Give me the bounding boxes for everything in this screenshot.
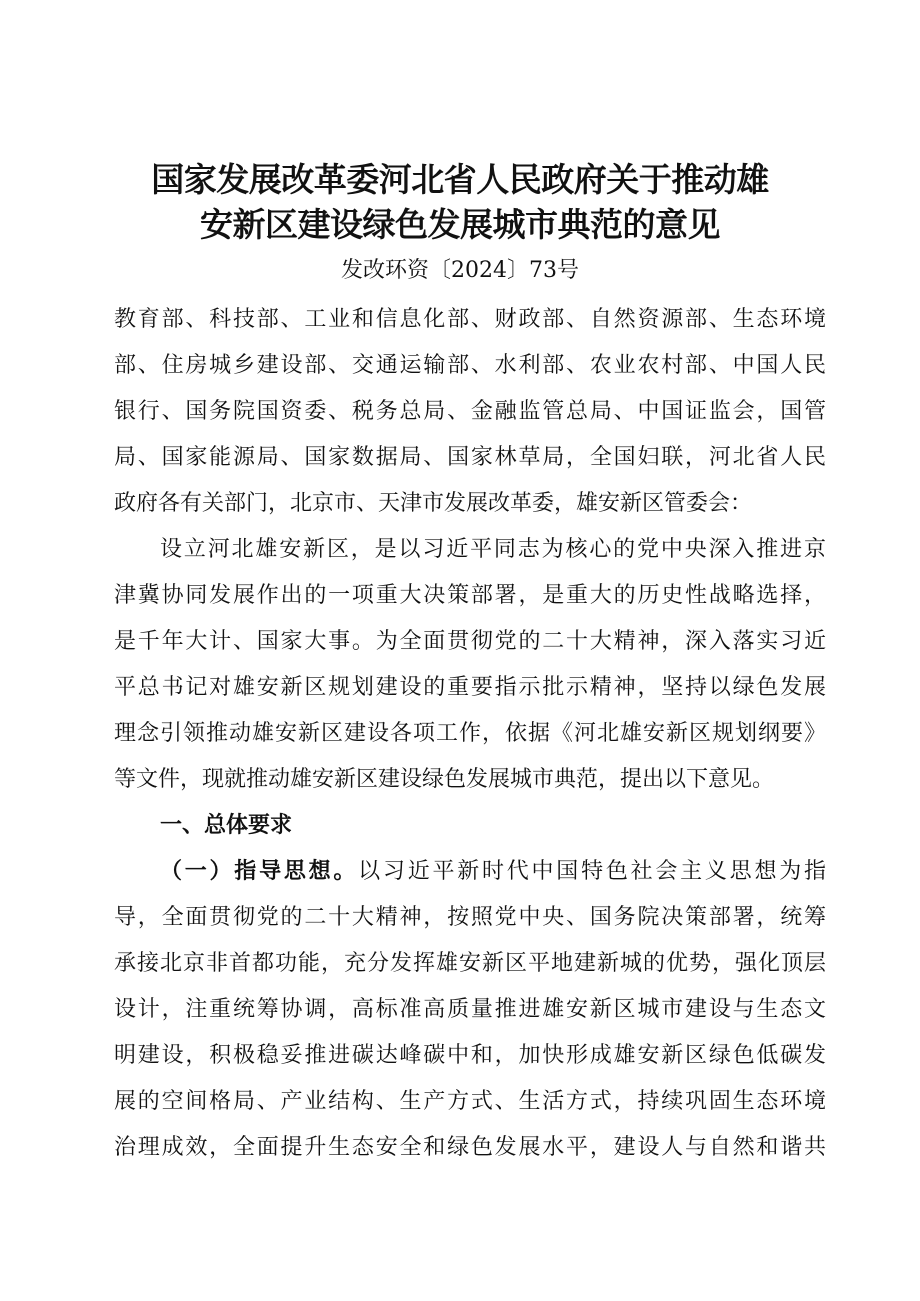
guiding-line: 明建设，积极稳妥推进碳达峰碳中和，加快形成雄安新区绿色低碳发: [114, 1043, 826, 1068]
intro-line: 等文件，现就推动雄安新区建设绿色发展城市典范，提出以下意见。: [114, 767, 775, 792]
addressees-line: 政府各有关部门，北京市、天津市发展改革委，雄安新区管委会：: [114, 491, 753, 516]
intro-line: 津冀协同发展作出的一项重大决策部署，是重大的历史性战略选择，: [114, 583, 826, 608]
addressees-line: 部、住房城乡建设部、交通运输部、水利部、农业农村部、中国人民: [114, 353, 826, 378]
addressees-line: 银行、国务院国资委、税务总局、金融监管总局、中国证监会，国管: [114, 399, 826, 424]
addressees-line: 局、国家能源局、国家数据局、国家林草局，全国妇联，河北省人民: [114, 445, 826, 470]
intro-line: 平总书记对雄安新区规划建设的重要指示批示精神，坚持以绿色发展: [114, 675, 826, 700]
document-number: 发改环资〔2024〕73号: [341, 258, 579, 283]
guiding-line: 展的空间格局、产业结构、生产方式、生活方式，持续巩固生态环境: [114, 1089, 826, 1114]
intro-line: 是千年大计、国家大事。为全面贯彻党的二十大精神，深入落实习近: [114, 629, 826, 654]
guiding-line: 导，全面贯彻党的二十大精神，按照党中央、国务院决策部署，统筹: [114, 905, 826, 930]
document-title-line-2: 安新区建设绿色发展城市典范的意见: [200, 205, 720, 244]
intro-line: 设立河北雄安新区，是以习近平同志为核心的党中央深入推进京: [160, 537, 826, 562]
addressees-line: 教育部、科技部、工业和信息化部、财政部、自然资源部、生态环境: [114, 307, 826, 332]
guiding-label: （一）指导思想。: [160, 859, 359, 884]
section-heading: 一、总体要求: [160, 813, 293, 838]
guiding-first-line: [160, 857, 826, 887]
document-title-line-1: 国家发展改革委河北省人民政府关于推动雄: [151, 160, 769, 199]
guiding-line: 承接北京非首都功能，充分发挥雄安新区平地建新城的优势，强化顶层: [114, 951, 826, 976]
guiding-first-line-text: 以习近平新时代中国特色社会主义思想为指: [358, 859, 826, 884]
intro-line: 理念引领推动雄安新区建设各项工作，依据《河北雄安新区规划纲要》: [114, 721, 826, 746]
guiding-line: 设计，注重统筹协调，高标准高质量推进雄安新区城市建设与生态文: [114, 997, 826, 1022]
guiding-line: 治理成效，全面提升生态安全和绿色发展水平，建设人与自然和谐共: [114, 1135, 826, 1160]
